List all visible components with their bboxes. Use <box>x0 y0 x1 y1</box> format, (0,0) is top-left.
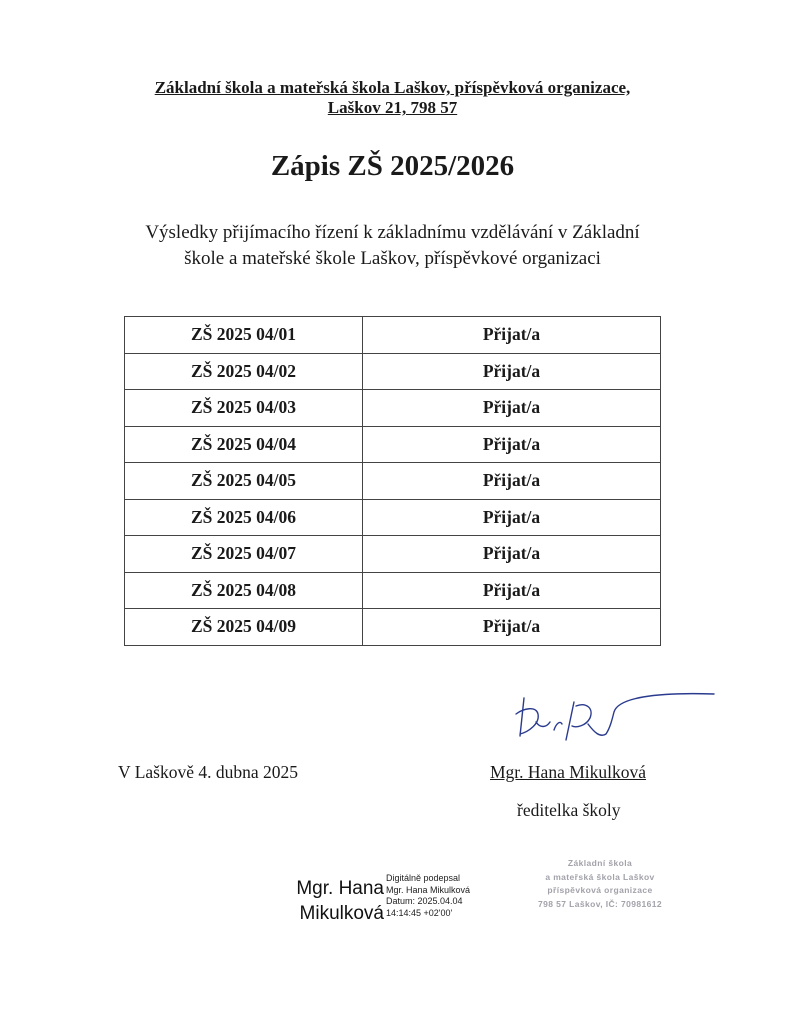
admission-status: Přijat/a <box>363 499 661 536</box>
admission-status: Přijat/a <box>363 317 661 354</box>
application-code: ZŠ 2025 04/03 <box>125 390 363 427</box>
school-stamp <box>505 857 695 911</box>
signer-name: Mgr. Hana Mikulková <box>490 762 647 782</box>
results-table <box>124 316 661 646</box>
school-address: Laškov 21, 798 57 <box>327 98 458 117</box>
application-code: ZŠ 2025 04/01 <box>125 317 363 354</box>
table-row <box>125 353 661 390</box>
school-name: Základní škola a mateřská škola Laškov, příspěvková organizace, <box>154 78 631 97</box>
application-code: ZŠ 2025 04/04 <box>125 426 363 463</box>
stamp-line-1: Základní škola <box>567 858 633 868</box>
intro-text <box>0 220 785 272</box>
table-row <box>125 572 661 609</box>
intro-line-1: Výsledky přijímacího řízení k základnímu vzdělávání v Základní <box>145 222 640 243</box>
digital-signature-info <box>386 873 470 919</box>
table-row <box>125 536 661 573</box>
admission-status: Přijat/a <box>363 463 661 500</box>
application-code: ZŠ 2025 04/09 <box>125 609 363 646</box>
handwritten-signature <box>514 684 719 748</box>
table-row <box>125 463 661 500</box>
admission-status: Přijat/a <box>363 572 661 609</box>
admission-status: Přijat/a <box>363 426 661 463</box>
admission-status: Přijat/a <box>363 390 661 427</box>
table-row <box>125 390 661 427</box>
application-code: ZŠ 2025 04/05 <box>125 463 363 500</box>
admission-status: Přijat/a <box>363 536 661 573</box>
school-header <box>0 78 785 118</box>
stamp-line-2: a mateřská škola Laškov <box>545 871 655 882</box>
application-code: ZŠ 2025 04/06 <box>125 499 363 536</box>
digital-name-line-2: Mikulková <box>299 903 384 924</box>
digital-info-line-3: Datum: 2025.04.04 <box>386 896 463 906</box>
admission-status: Přijat/a <box>363 609 661 646</box>
stamp-line-3: příspěvková organizace <box>547 885 653 895</box>
page-title: Zápis ZŠ 2025/2026 <box>270 150 515 182</box>
application-code: ZŠ 2025 04/02 <box>125 353 363 390</box>
digital-signature-name <box>280 876 384 926</box>
application-code: ZŠ 2025 04/08 <box>125 572 363 609</box>
stamp-line-4: 798 57 Laškov, IČ: 70981612 <box>537 898 663 909</box>
digital-info-line-4: 14:14:45 +02'00' <box>386 907 453 918</box>
admission-status: Přijat/a <box>363 353 661 390</box>
digital-name-line-1: Mgr. Hana <box>296 878 384 899</box>
table-row <box>125 426 661 463</box>
place-date: V Laškově 4. dubna 2025 <box>118 762 298 782</box>
table-row <box>125 499 661 536</box>
digital-info-line-1: Digitálně podepsal <box>386 873 461 883</box>
intro-line-2: škole a mateřské škole Laškov, příspěvkové organizaci <box>184 248 601 269</box>
signer-role: ředitelka školy <box>517 800 621 820</box>
digital-info-line-2: Mgr. Hana Mikulková <box>386 884 471 895</box>
table-row <box>125 609 661 646</box>
application-code: ZŠ 2025 04/07 <box>125 536 363 573</box>
table-row <box>125 317 661 354</box>
